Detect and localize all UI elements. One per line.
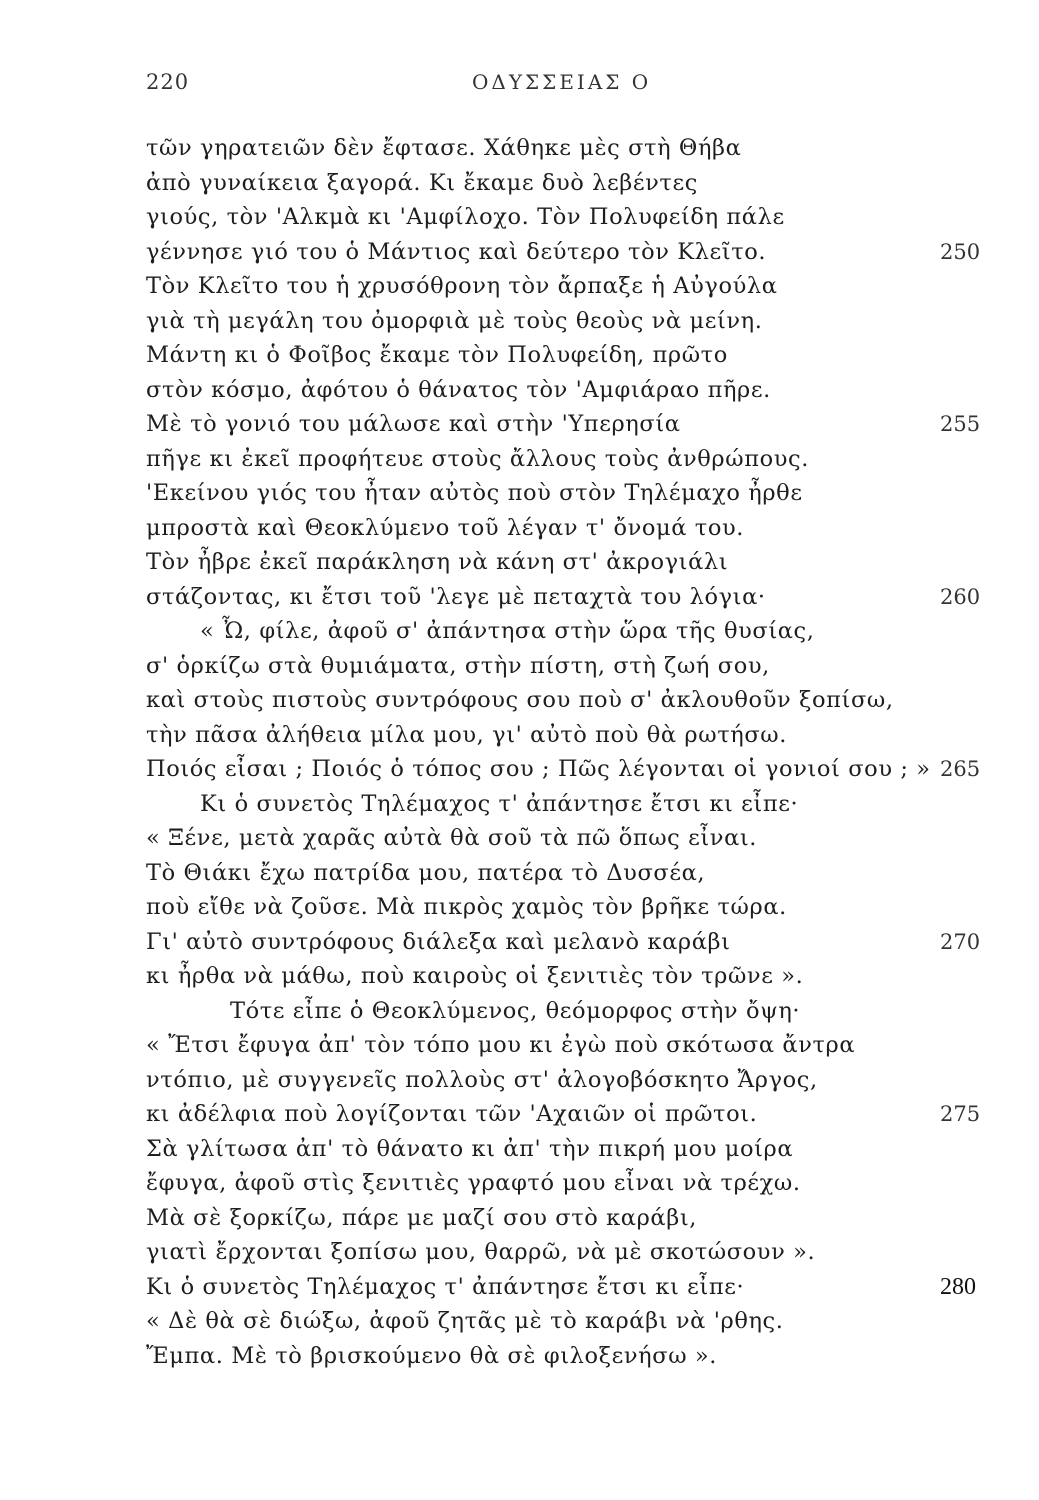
running-title: ΟΔΥΣΣΕΙΑΣ Ο xyxy=(472,70,652,94)
verse-line xyxy=(0,580,1039,615)
verse-line xyxy=(0,511,1039,546)
verse-line xyxy=(0,994,1039,1029)
line-number: 265 xyxy=(940,757,981,781)
line-number: 280 xyxy=(940,1273,976,1300)
verse-text: ἔφυγα, ἀφοῦ στὶς ξενιτιὲς γραφτό μου εἶναι νὰ τρέχω. xyxy=(146,1170,801,1196)
verse-line xyxy=(0,1304,1039,1339)
verse-text: γιούς, τὸν 'Αλκμὰ κι 'Αμφίλοχο. Τὸν Πολυφείδη πάλε xyxy=(146,204,785,230)
verse-line xyxy=(0,1132,1039,1167)
verse-text: Ποιός εἶσαι ; Ποιός ὁ τόπος σου ; Πῶς λέγονται οἱ γονιοί σου ; » xyxy=(146,756,931,782)
verse-line xyxy=(0,925,1039,960)
verse-text: τὴν πᾶσα ἀλήθεια μίλα μου, γι' αὐτὸ ποὺ θὰ ρωτήσω. xyxy=(146,721,787,748)
verse-text: τῶν γηρατειῶν δὲν ἔφτασε. Χάθηκε μὲς στὴ Θήβα xyxy=(146,135,742,161)
verse-text: Τὸν Κλεῖτο του ἡ χρυσόθρονη τὸν ἄρπαξε ἡ Αὐγούλα xyxy=(146,273,778,299)
verse-text: Τὸν ἦβρε ἐκεῖ παράκληση νὰ κάνη στ' ἀκρογιάλι xyxy=(146,549,729,575)
verse-text: ἀπὸ γυναίκεια ξαγορά. Κι ἔκαμε δυὸ λεβέντες xyxy=(146,169,698,196)
verse-line xyxy=(0,787,1039,822)
verse-line xyxy=(0,1063,1039,1098)
verse-text: ποὺ εἴθε νὰ ζοῦσε. Μὰ πικρὸς χαμὸς τὸν βρῆκε τώρα. xyxy=(146,894,787,920)
verse-line xyxy=(0,1028,1039,1063)
verse-line xyxy=(0,1166,1039,1201)
verse-text: στὸν κόσμο, ἀφότου ὁ θάνατος τὸν 'Αμφιάραο πῆρε. xyxy=(146,376,771,403)
verse-line xyxy=(0,959,1039,994)
verse-text: γιατὶ ἔρχονται ξοπίσω μου, θαρρῶ, νὰ μὲ σκοτώσουν ». xyxy=(146,1239,816,1265)
verse-text: « Δὲ θὰ σὲ διώξω, ἀφοῦ ζητᾶς μὲ τὸ καράβι νὰ 'ρθης. xyxy=(146,1308,784,1334)
verse-line xyxy=(0,1201,1039,1236)
verse-line xyxy=(0,821,1039,856)
verse-line xyxy=(0,304,1039,339)
verse-text: Σὰ γλίτωσα ἀπ' τὸ θάνατο κι ἀπ' τὴν πικρή μου μοίρα xyxy=(146,1135,794,1162)
line-number: 250 xyxy=(940,239,981,264)
verse-line xyxy=(0,269,1039,304)
verse-line xyxy=(0,545,1039,580)
verse-line xyxy=(0,373,1039,408)
verse-line xyxy=(0,131,1039,166)
verse-text: σ' ὁρκίζω στὰ θυμιάματα, στὴν πίστη, στὴ ζωή σου, xyxy=(146,652,770,679)
verse-text: « Ξένε, μετὰ χαρᾶς αὐτὰ θὰ σοῦ τὰ πῶ ὅπως εἶναι. xyxy=(146,825,758,851)
verse-line xyxy=(0,407,1039,442)
verse-line xyxy=(0,890,1039,925)
verse-text: κι ἦρθα νὰ μάθω, ποὺ καιροὺς οἱ ξενιτιὲς τὸν τρῶνε ». xyxy=(146,963,804,989)
verse-text: Ἔμπα. Μὲ τὸ βρισκούμενο θὰ σὲ φιλοξενήσω ». xyxy=(146,1342,718,1369)
verse-text: πῆγε κι ἐκεῖ προφήτευε στοὺς ἄλλους τοὺς ἀνθρώπους. xyxy=(146,445,809,472)
verse-text: Μὰ σὲ ξορκίζω, πάρε με μαζί σου στὸ καράβι, xyxy=(146,1204,698,1231)
verse-line xyxy=(0,718,1039,753)
verse-line xyxy=(0,338,1039,373)
verse-line xyxy=(0,166,1039,201)
verse-text: μπροστὰ καὶ Θεοκλύμενο τοῦ λέγαν τ' ὄνομά του. xyxy=(146,514,745,541)
line-number: 260 xyxy=(940,584,981,609)
verse-text: Μὲ τὸ γονιό του μάλωσε καὶ στὴν 'Υπερησία xyxy=(146,411,681,437)
verse-line xyxy=(0,752,1039,787)
verse-line xyxy=(0,235,1039,270)
verse-line xyxy=(0,1097,1039,1132)
verse-line xyxy=(0,856,1039,891)
line-number: 275 xyxy=(940,1102,981,1126)
verse-text: « Ἔτσι ἔφυγα ἀπ' τὸν τόπο μου κι ἐγὼ ποὺ σκότωσα ἄντρα xyxy=(146,1032,856,1058)
verse-text: Τὸ Θιάκι ἔχω πατρίδα μου, πατέρα τὸ Δυσσέα, xyxy=(146,859,706,886)
verse-text: 'Εκείνου γιός του ἦταν αὐτὸς ποὺ στὸν Τηλέμαχο ἦρθε xyxy=(146,480,803,506)
verse-line xyxy=(0,1270,1039,1305)
line-number: 255 xyxy=(940,412,981,436)
verse-line xyxy=(0,649,1039,684)
verse-line xyxy=(0,683,1039,718)
verse-text: Κι ὁ συνετὸς Τηλέμαχος τ' ἀπάντησε ἔτσι κι εἶπε· xyxy=(200,790,799,817)
verse-text: ντόπιο, μὲ συγγενεῖς πολλοὺς στ' ἀλογοβόσκητο Ἄργος, xyxy=(146,1066,818,1093)
poem-text xyxy=(0,131,1039,1373)
verse-text: στάζοντας, κι ἔτσι τοῦ 'λεγε μὲ πεταχτὰ του λόγια· xyxy=(146,583,766,610)
verse-line xyxy=(0,476,1039,511)
verse-line xyxy=(0,200,1039,235)
verse-text: Τότε εἶπε ὁ Θεοκλύμενος, θεόμορφος στὴν ὄψη· xyxy=(230,997,801,1024)
page-number: 220 xyxy=(146,70,190,94)
verse-text: Κι ὁ συνετὸς Τηλέμαχος τ' ἀπάντησε ἔτσι κι εἶπε· xyxy=(146,1273,745,1300)
verse-line xyxy=(0,1339,1039,1374)
verse-text: Γι' αὐτὸ συντρόφους διάλεξα καὶ μελανὸ καράβι xyxy=(146,928,731,955)
page-header xyxy=(0,58,1039,98)
verse-text: γιὰ τὴ μεγάλη του ὀμορφιὰ μὲ τοὺς θεοὺς νὰ μείνη. xyxy=(146,307,763,334)
verse-line xyxy=(0,614,1039,649)
line-number: 270 xyxy=(940,929,981,954)
verse-line xyxy=(0,1235,1039,1270)
verse-text: Μάντη κι ὁ Φοῖβος ἔκαμε τὸν Πολυφείδη, πρῶτο xyxy=(146,342,728,368)
verse-text: « Ὦ, φίλε, ἀφοῦ σ' ἀπάντησα στὴν ὥρα τῆς θυσίας, xyxy=(200,618,815,644)
verse-line xyxy=(0,442,1039,477)
verse-text: γέννησε γιό του ὁ Μάντιος καὶ δεύτερο τὸν Κλεῖτο. xyxy=(146,238,767,265)
verse-text: κι ἀδέλφια ποὺ λογίζονται τῶν 'Αχαιῶν οἱ πρῶτοι. xyxy=(146,1101,758,1127)
verse-text: καὶ στοὺς πιστοὺς συντρόφους σου ποὺ σ' ἀκλουθοῦν ξοπίσω, xyxy=(146,687,894,713)
